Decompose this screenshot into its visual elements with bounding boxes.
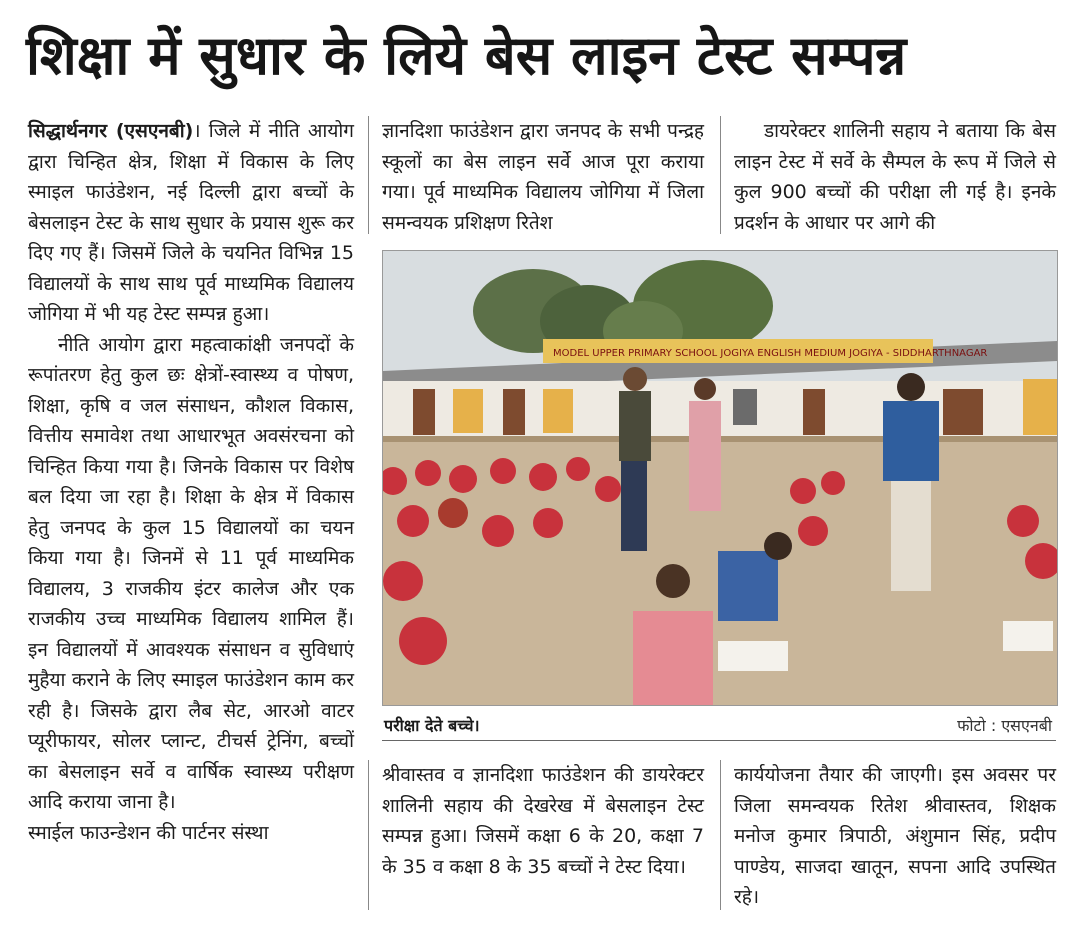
photo-caption-row [382,712,1056,741]
school-banner: MODEL UPPER PRIMARY SCHOOL JOGIYA ENGLISH MEDIUM JOGIYA - SIDDHARTHNAGAR [553,348,988,359]
dateline: सिद्धार्थनगर (एसएनबी) [28,120,194,142]
article-column-2-top: ज्ञानदिशा फाउंडेशन द्वारा जनपद के सभी पन्द्रह स्कूलों का बेस लाइन सर्वे आज पूरा कराया गया। पूर्व माध्यमिक विद्यालय जोगिया में जिला समन्वयक प्रशिक्षण रितेश [382,120,704,234]
article-column-3-bottom: कार्ययोजना तैयार की जाएगी। इस अवसर पर जिला समन्वयक रितेश श्रीवास्तव, शिक्षक मनोज कुमार त्रिपाठी, अंशुमान सिंह, प्रदीप पाण्डेय, साजदा खातून, सपना आदि उपस्थित रहे। [734,764,1056,908]
headline: शिक्षा में सुधार के लिये बेस लाइन टेस्ट सम्पन्न [26,24,907,87]
paragraph-1 [28,116,354,330]
article-column-3-top: डायरेक्टर शालिनी सहाय ने बताया कि बेस लाइन टेस्ट में सर्वे के सैम्पल के रूप में जिले से कुल 900 बच्चों की परीक्षा ली गई है। इनके प्रदर्शन के आधार पर आगे की [734,120,1056,234]
students-taking-exam-photo [383,251,1057,705]
paragraph-2: नीति आयोग द्वारा महत्वाकांक्षी जनपदों के रूपांतरण हेतु कुल छः क्षेत्रों-स्वास्थ्य व पोषण, शिक्षा, कृषि व जल संसाधन, कौशल विकास, वित्तीय समावेश तथा आधारभूत अवसंरचना को चिन्हित किया गया है। जिनके विकास पर विशेष बल दिया जा रहा है। शिक्षा के क्षेत्र में विकास हेतु जनपद के कुल 15 विद्यालयों का चयन किया गया है। जिनमें से 11 पूर्व माध्यमिक विद्यालय, 3 राजकीय इंटर कालेज और एक राजकीय उच्च माध्यमिक विद्यालय शामिल हैं। इन विद्यालयों में आवश्यक संसाधन व सुविधाएं मुहैया कराने के लिए स्माइल फाउंडेशन काम कर रही है। जिसके द्वारा लैब सेट, आरओ वाटर प्यूरीफायर, सोलर प्लान्ट, टीचर्स ट्रेनिंग, बच्चों का बेसलाइन सर्वे व वार्षिक स्वास्थ्य परीक्षण आदि कराया जाना है। [28,333,354,813]
paragraph-1-text: । जिले में नीति आयोग द्वारा चिन्हित क्षेत्र, शिक्षा में विकास के लिए स्माइल फाउंडेशन, नई दिल्ली द्वारा बच्चों के बेसलाइन टेस्ट के साथ सुधार के प्रयास शुरू कर दिए गए हैं। जिसमें जिले के चयनित विभिन्न 15 विद्यालयों के साथ साथ पूर्व माध्यमिक विद्यालय जोगिया में भी यह टेस्ट सम्पन्न हुआ। [28,120,354,325]
photo-credit: फोटो : एसएनबी [957,716,1052,735]
paragraph-3: स्माईल फाउन्डेशन की पार्टनर संस्था [28,821,269,844]
column-divider [368,116,369,234]
news-photo [382,250,1058,706]
column-divider [368,760,369,910]
column-divider [720,760,721,910]
article-column-2-bottom: श्रीवास्तव व ज्ञानदिशा फाउंडेशन की डायरेक्टर शालिनी सहाय की देखरेख में बेसलाइन टेस्ट सम्पन्न हुआ। जिसमें कक्षा 6 के 20, कक्षा 7 के 35 व कक्षा 8 के 35 बच्चों ने टेस्ट दिया। [382,764,704,878]
column-divider [720,116,721,234]
photo-caption: परीक्षा देते बच्चे। [384,716,480,735]
article-column-1 [28,116,354,848]
